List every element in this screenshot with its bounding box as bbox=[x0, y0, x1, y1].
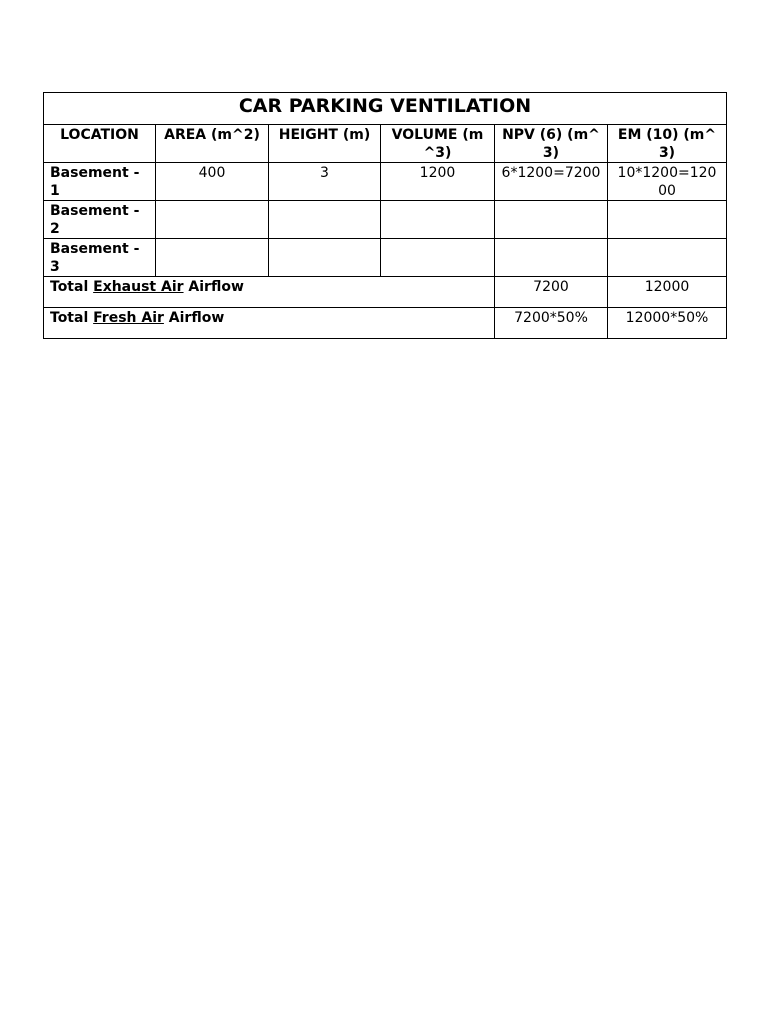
cell-height: 3 bbox=[269, 163, 381, 201]
total-exhaust-suffix: Airflow bbox=[183, 279, 244, 295]
cell-em: 10*1200=12000 bbox=[608, 163, 727, 201]
total-exhaust-em: 12000 bbox=[608, 277, 727, 308]
cell-area bbox=[156, 201, 269, 239]
total-exhaust-label bbox=[44, 277, 495, 308]
header-area: AREA (m^2) bbox=[156, 125, 269, 163]
header-em: EM (10) (m^3) bbox=[608, 125, 727, 163]
table-row bbox=[44, 201, 727, 239]
cell-location: Basement - 1 bbox=[44, 163, 156, 201]
cell-area bbox=[156, 239, 269, 277]
header-height: HEIGHT (m) bbox=[269, 125, 381, 163]
cell-height bbox=[269, 239, 381, 277]
total-fresh-npv: 7200*50% bbox=[495, 308, 608, 339]
cell-location: Basement - 3 bbox=[44, 239, 156, 277]
cell-em bbox=[608, 201, 727, 239]
title-row bbox=[44, 93, 727, 125]
cell-npv bbox=[495, 201, 608, 239]
total-exhaust-row bbox=[44, 277, 727, 308]
header-location: LOCATION bbox=[44, 125, 156, 163]
table-title: CAR PARKING VENTILATION bbox=[44, 93, 727, 125]
total-fresh-underlined: Fresh Air bbox=[93, 310, 164, 326]
cell-volume: 1200 bbox=[381, 163, 495, 201]
table-row bbox=[44, 163, 727, 201]
total-fresh-label bbox=[44, 308, 495, 339]
total-fresh-suffix: Airflow bbox=[163, 310, 225, 326]
header-npv: NPV (6) (m^3) bbox=[495, 125, 608, 163]
header-volume: VOLUME (m^3) bbox=[381, 125, 495, 163]
total-exhaust-underlined: Exhaust Air bbox=[93, 279, 184, 295]
cell-volume bbox=[381, 239, 495, 277]
cell-location: Basement - 2 bbox=[44, 201, 156, 239]
cell-npv: 6*1200=7200 bbox=[495, 163, 608, 201]
total-exhaust-prefix: Total bbox=[50, 279, 94, 295]
total-fresh-em: 12000*50% bbox=[608, 308, 727, 339]
cell-area: 400 bbox=[156, 163, 269, 201]
total-fresh-prefix: Total bbox=[50, 310, 94, 326]
table-row bbox=[44, 239, 727, 277]
cell-height bbox=[269, 201, 381, 239]
cell-npv bbox=[495, 239, 608, 277]
total-fresh-row bbox=[44, 308, 727, 339]
cell-em bbox=[608, 239, 727, 277]
header-row bbox=[44, 125, 727, 163]
total-exhaust-npv: 7200 bbox=[495, 277, 608, 308]
cell-volume bbox=[381, 201, 495, 239]
ventilation-table bbox=[43, 92, 727, 339]
